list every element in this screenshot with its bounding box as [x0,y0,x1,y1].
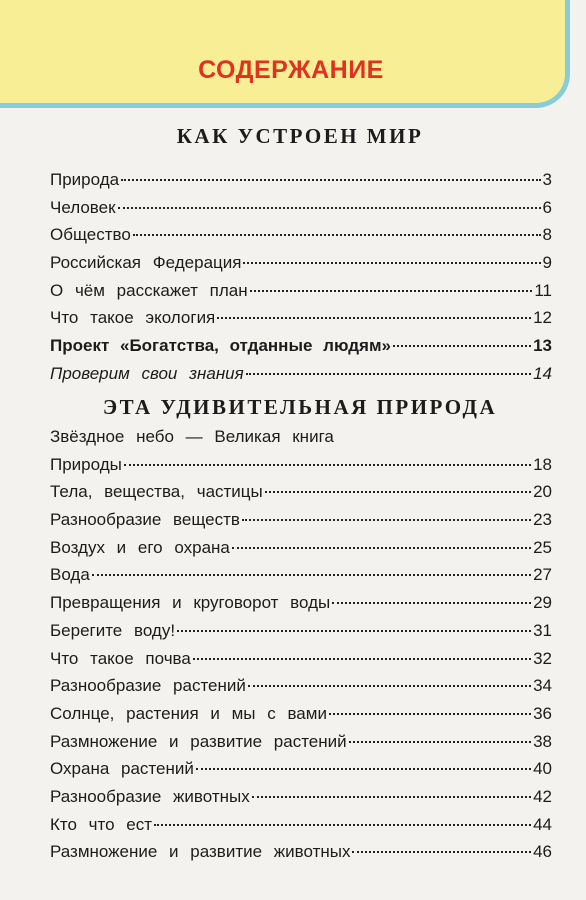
entry-page: 6 [542,197,552,217]
dot-leader [124,464,531,466]
entry-title: Размножение и развитие животных [50,842,351,862]
entry-title: Солнце, растения и мы с вами [50,703,327,723]
dot-leader [196,768,531,770]
entry-title: Размножение и развитие растений [50,731,347,751]
toc-entry[interactable] [50,811,552,839]
toc-entry[interactable] [50,506,552,534]
entry-title: Проверим свои знания [50,363,244,383]
entry-page: 23 [533,510,552,530]
toc-list [50,166,552,388]
dot-leader [243,262,540,264]
entry-title: Разнообразие животных [50,786,250,806]
entry-page: 34 [533,676,552,696]
entry-page: 13 [533,336,552,356]
section-heading: ЭТА УДИВИТЕЛЬНАЯ ПРИРОДА [102,395,498,419]
entry-title: Берегите воду! [50,620,176,640]
toc-entry[interactable] [50,451,552,479]
toc-entry[interactable] [50,166,552,194]
entry-title: Кто что ест [50,814,153,834]
entry-title: Звёздное небо — Великая книга [50,427,334,446]
dot-leader [349,741,531,743]
dot-leader [242,519,531,521]
dot-leader [248,685,531,687]
toc-entry[interactable] [50,423,552,451]
toc-entry[interactable] [50,645,552,673]
entry-title: Воздух и его охрана [50,537,230,557]
entry-title: Охрана растений [50,759,194,779]
entry-title: Российская Федерация [50,253,242,273]
dot-leader [154,824,531,826]
dot-leader [352,851,531,853]
section-heading: КАК УСТРОЕН МИР [176,124,424,148]
dot-leader [92,574,531,576]
dot-leader [121,179,540,181]
entry-title: Превращения и круговорот воды [50,593,331,613]
toc-entry[interactable] [50,589,552,617]
toc-entry[interactable] [50,194,552,222]
dot-leader [133,234,541,236]
toc-entry[interactable] [50,249,552,277]
entry-page: 31 [533,620,552,640]
toc-entry[interactable] [50,838,552,866]
entry-page: 44 [533,814,552,834]
toc-entry[interactable] [50,783,552,811]
entry-page: 38 [533,731,552,751]
dot-leader [250,290,533,292]
dot-leader [177,630,531,632]
entry-title: Природа [50,170,120,189]
entry-page: 9 [542,253,552,273]
toc-entry[interactable] [50,728,552,756]
toc-entry-project[interactable] [50,332,552,360]
toc-entry[interactable] [50,221,552,249]
toc-entry[interactable] [50,534,552,562]
dot-leader [252,796,531,798]
dot-leader [329,713,531,715]
toc-entry[interactable] [50,277,552,305]
entry-title: Проект «Богатства, отданные людям» [50,336,391,356]
toc-entry-review[interactable] [50,360,552,388]
dot-leader [393,345,531,347]
toc-entry[interactable] [50,755,552,783]
entry-page: 40 [533,759,552,779]
entry-page: 27 [533,565,552,585]
toc-entry[interactable] [50,304,552,332]
entry-title: Разнообразие веществ [50,510,240,530]
entry-title: Вода [50,565,90,585]
dot-leader [118,207,541,209]
entry-title: Человек [50,197,116,217]
entry-page: 12 [533,308,552,328]
dot-leader [232,547,531,549]
toc-entry[interactable] [50,617,552,645]
toc-entry[interactable] [50,700,552,728]
entry-page: 14 [533,363,552,383]
entry-page: 8 [542,225,552,245]
dot-leader [193,658,531,660]
dot-leader [265,491,531,493]
entry-page: 32 [533,648,552,668]
entry-title: О чём расскажет план [50,280,248,300]
dot-leader [332,602,531,604]
toc-list [50,423,552,866]
entry-title: Что такое экология [50,308,216,328]
entry-page: 42 [533,786,552,806]
dot-leader [246,373,531,375]
entry-title: Тела, вещества, частицы [50,482,263,502]
entry-page: 25 [533,537,552,557]
entry-page: 29 [533,593,552,613]
toc-entry[interactable] [50,672,552,700]
entry-page: 46 [533,842,552,862]
entry-title: Общество [50,225,131,245]
page-title: СОДЕРЖАНИЕ [198,56,384,84]
entry-page: 36 [533,703,552,723]
toc-entry[interactable] [50,561,552,589]
entry-title: Что такое почва [50,648,191,668]
toc-entry[interactable] [50,478,552,506]
entry-page: 18 [533,454,552,474]
entry-title: Природы [50,454,122,474]
entry-page: 3 [542,170,552,189]
dot-leader [217,317,531,319]
entry-page: 11 [534,280,552,300]
entry-page: 20 [533,482,552,502]
entry-title: Разнообразие растений [50,676,246,696]
